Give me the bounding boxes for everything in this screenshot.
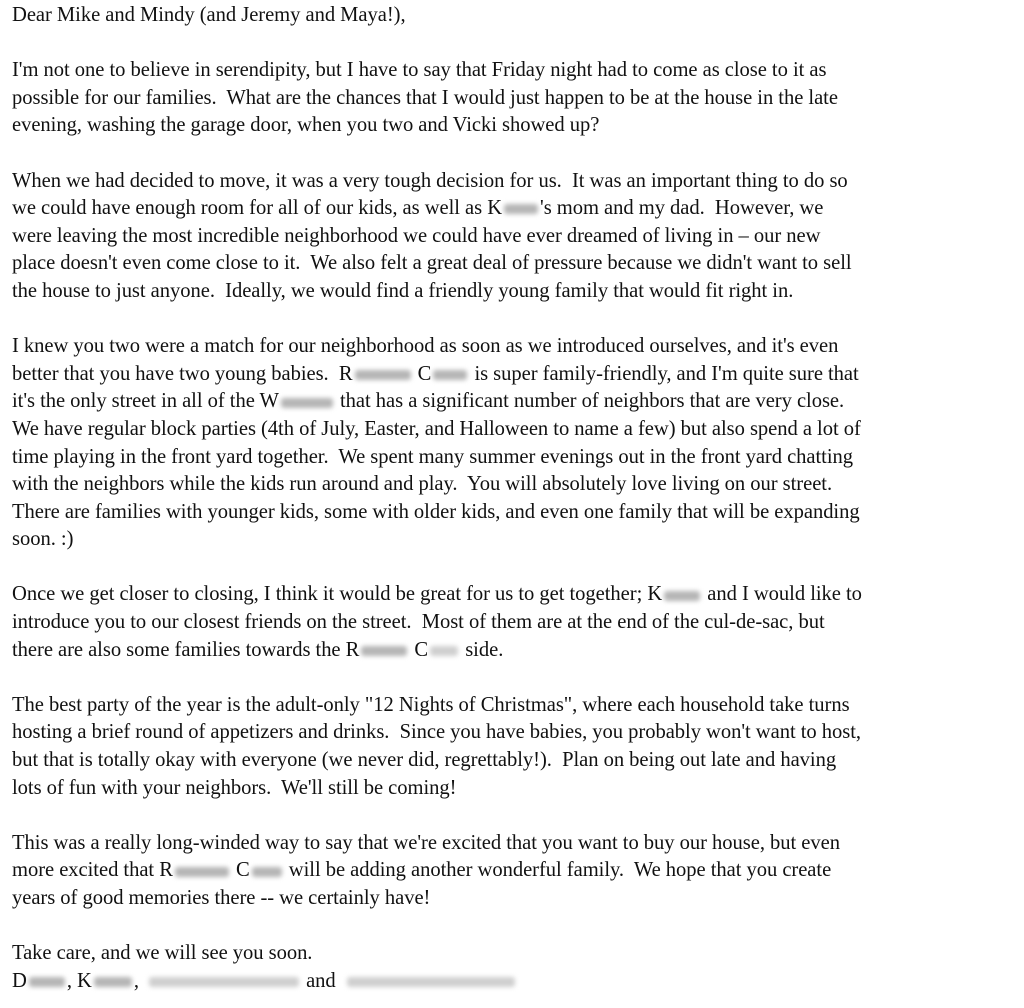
- text-segment: side.: [465, 638, 504, 661]
- greeting-text: Dear Mike and Mindy (and Jeremy and Maya!),: [12, 4, 406, 26]
- redacted-name: [94, 977, 132, 987]
- text-segment: C: [414, 638, 429, 661]
- redacted-street-name: [175, 867, 229, 877]
- text-segment: more excited that R: [12, 859, 173, 882]
- text-segment: 's mom and my dad. However, we: [540, 197, 824, 220]
- signature-conjunction: and: [306, 969, 336, 992]
- text-segment: and I would like to: [707, 583, 862, 606]
- redacted-street-suffix: [252, 867, 282, 877]
- text-line: [12, 361, 1024, 389]
- redacted-name: [664, 591, 700, 601]
- text-line: lots of fun with your neighbors. We'll still be coming!: [12, 776, 457, 799]
- signature-line: [12, 968, 1024, 996]
- text-segment: is super family-friendly, and I'm quite sure that: [474, 362, 859, 385]
- text-line: [12, 195, 1024, 223]
- greeting: [12, 2, 1024, 30]
- text-segment: Once we get closer to closing, I think it would be great for us to get together; K: [12, 583, 663, 606]
- text-line: hosting a brief round of appetizers and drinks. Since you have babies, you probably won't want to host,: [12, 721, 861, 744]
- text-segment: that has a significant number of neighbors that are very close.: [340, 390, 845, 413]
- paragraph-serendipity: [12, 57, 1024, 140]
- text-line: with the neighbors while the kids run around and play. You will absolutely love living on our street.: [12, 473, 833, 496]
- text-line: were leaving the most incredible neighborhood we could have ever dreamed of living in – our new: [12, 224, 821, 247]
- text-line: [12, 388, 1024, 416]
- redacted-street-suffix: [430, 646, 458, 656]
- text-segment: it's the only street in all of the W: [12, 390, 279, 413]
- redacted-name: [29, 977, 65, 987]
- text-segment: C: [236, 859, 250, 882]
- paragraph-party: [12, 692, 1024, 802]
- redacted-street-name: [361, 646, 407, 656]
- text-line: introduce you to our closest friends on the street. Most of them are at the end of the cul-de-sac, but: [12, 611, 825, 634]
- redacted-street-suffix: [433, 370, 467, 380]
- paragraph-summary: [12, 830, 1024, 913]
- text-line: The best party of the year is the adult-only "12 Nights of Christmas", where each household take turns: [12, 693, 850, 716]
- text-line: the house to just anyone. Ideally, we would find a friendly young family that would fit right in.: [12, 279, 794, 302]
- text-line: This was a really long-winded way to say that we're excited that you want to buy our house, but even: [12, 831, 840, 854]
- text-line: We have regular block parties (4th of July, Easter, and Halloween to name a few) but also spend a lot of: [12, 417, 861, 440]
- text-line: possible for our families. What are the chances that I would just happen to be at the house in the late: [12, 86, 838, 109]
- text-line: but that is totally okay with everyone (we never did, regrettably!). Plan on being out late and having: [12, 749, 837, 772]
- text-line: [12, 581, 1024, 609]
- text-line: place doesn't even come close to it. We also felt a great deal of pressure because we didn't want to sell: [12, 252, 852, 275]
- text-line: [12, 637, 1024, 665]
- text-line: soon. :): [12, 528, 74, 551]
- redacted-child-names: [149, 977, 299, 987]
- signature-separator: ,: [133, 969, 139, 992]
- paragraph-moving-decision: [12, 168, 1024, 306]
- text-line: I knew you two were a match for our neighborhood as soon as we introduced ourselves, and it's even: [12, 335, 839, 358]
- text-line: [12, 857, 1024, 885]
- text-line: years of good memories there -- we certainly have!: [12, 887, 431, 909]
- text-segment: there are also some families towards the R: [12, 638, 360, 661]
- redacted-area-name: [281, 398, 333, 408]
- text-line: There are families with younger kids, some with older kids, and even one family that will be expanding: [12, 500, 860, 523]
- text-segment: better that you have two young babies. R: [12, 362, 353, 385]
- text-line: I'm not one to believe in serendipity, but I have to say that Friday night had to come as close to it as: [12, 59, 827, 82]
- text-line: When we had decided to move, it was a very tough decision for us. It was an important thing to do so: [12, 169, 848, 192]
- paragraph-neighborhood: [12, 333, 1024, 554]
- text-line: evening, washing the garage door, when you two and Vicki showed up?: [12, 114, 600, 137]
- signature-initial: D: [12, 969, 27, 992]
- redacted-name: [504, 204, 538, 214]
- text-segment: C: [417, 362, 432, 385]
- paragraph-closing-plans: [12, 581, 1024, 664]
- sign-off: [12, 940, 1024, 995]
- text-line: time playing in the front yard together. We spent many summer evenings out in the front yard chatting: [12, 445, 854, 468]
- text-segment: will be adding another wonderful family. We hope that you create: [288, 859, 832, 882]
- redacted-child-names: [347, 977, 515, 987]
- closing-line: Take care, and we will see you soon.: [12, 942, 313, 965]
- text-segment: we could have enough room for all of our kids, as well as K: [12, 197, 503, 220]
- signature-initial: , K: [66, 969, 92, 992]
- redacted-street-name: [355, 370, 411, 380]
